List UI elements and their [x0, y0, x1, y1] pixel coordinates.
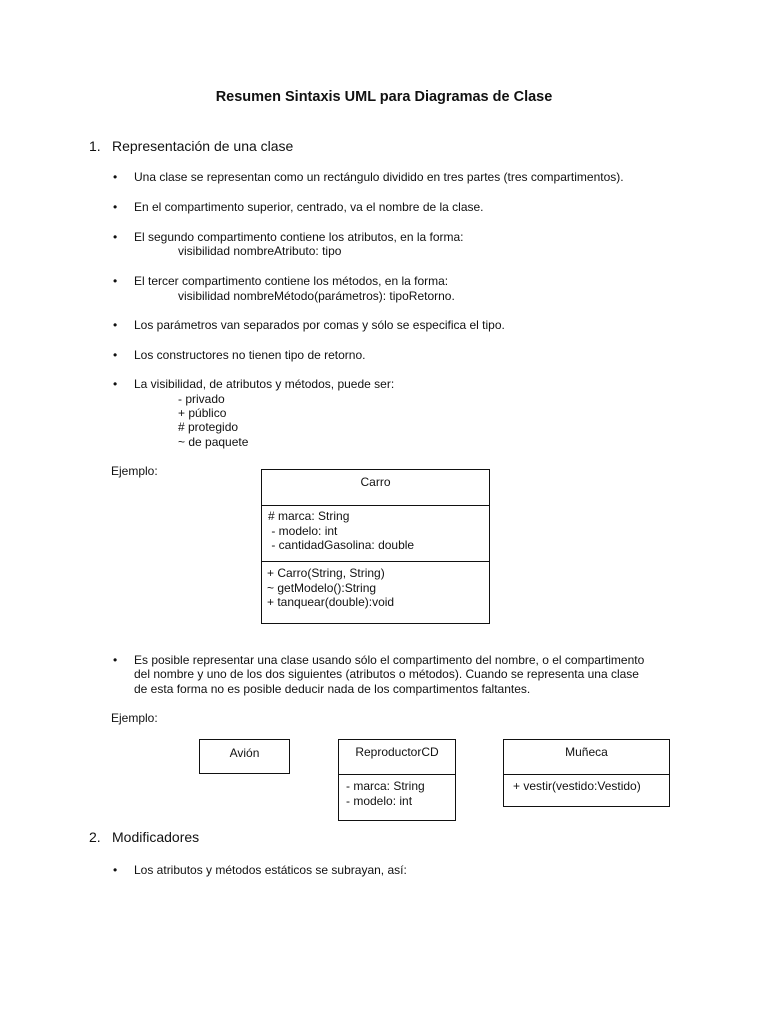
uml-class-reproductorcd — [338, 739, 456, 821]
bullet-text: La visibilidad, de atributos y métodos, puede ser: — [134, 377, 395, 391]
example-label: Ejemplo: — [111, 711, 158, 725]
attributes-compartment — [339, 775, 455, 808]
visibility-package: ~ de paquete — [178, 435, 249, 449]
uml-class-carro — [261, 469, 490, 624]
method: + vestir(vestido:Vestido) — [513, 779, 641, 793]
class-name: ReproductorCD — [339, 740, 455, 775]
bullet-icon: • — [113, 274, 118, 288]
bullet-text: El tercer compartimento contiene los métodos, en la forma: — [134, 274, 449, 288]
visibility-protected: # protegido — [178, 420, 239, 434]
bullet-icon: • — [113, 863, 118, 877]
page-title: Resumen Sintaxis UML para Diagramas de Clase — [215, 89, 553, 105]
bullet-text: Es posible representar una clase usando sólo el compartimento del nombre, o el compartimento — [134, 653, 645, 667]
method: + Carro(String, String) — [267, 566, 385, 580]
attribute: - marca: String — [346, 779, 425, 793]
uml-class-avion — [199, 739, 290, 774]
bullet-icon: • — [113, 653, 118, 667]
bullet-text: Los atributos y métodos estáticos se subrayan, así: — [134, 863, 407, 877]
class-name: Muñeca — [504, 740, 669, 775]
class-name: Carro — [262, 470, 489, 506]
syntax-form: visibilidad nombreAtributo: tipo — [178, 244, 342, 258]
visibility-public: + público — [178, 406, 227, 420]
section-number: 2. — [89, 829, 101, 845]
attribute: - modelo: int — [346, 793, 413, 808]
methods-compartment — [262, 562, 489, 610]
attribute: # marca: String — [268, 509, 350, 523]
attributes-compartment — [262, 506, 489, 562]
bullet-text: de esta forma no es posible deducir nada de los compartimentos faltantes. — [134, 682, 531, 696]
bullet-text: Una clase se representan como un rectángulo dividido en tres partes (tres compartimentos). — [134, 170, 624, 184]
bullet-text: del nombre y uno de los dos siguientes (atributos o métodos). Cuando se representa una clase — [134, 667, 639, 681]
syntax-form: visibilidad nombreMétodo(parámetros): tipoRetorno. — [178, 289, 455, 303]
bullet-icon: • — [113, 200, 118, 214]
section-number: 1. — [89, 138, 101, 154]
bullet-icon: • — [113, 348, 118, 362]
method: ~ getModelo():String — [267, 580, 377, 595]
attribute: - cantidadGasolina: double — [268, 538, 415, 552]
section-title: Representación de una clase — [112, 138, 294, 154]
bullet-icon: • — [113, 230, 118, 244]
visibility-private: - privado — [178, 392, 225, 406]
bullet-icon: • — [113, 170, 118, 184]
methods-compartment — [504, 775, 669, 794]
example-label: Ejemplo: — [111, 464, 158, 478]
attribute: - modelo: int — [268, 523, 338, 538]
method: + tanquear(double):void — [267, 595, 395, 609]
bullet-text: En el compartimento superior, centrado, va el nombre de la clase. — [134, 200, 484, 214]
section-title: Modificadores — [112, 829, 200, 845]
bullet-text: Los constructores no tienen tipo de retorno. — [134, 348, 366, 362]
uml-class-muneca — [503, 739, 670, 807]
bullet-icon: • — [113, 318, 118, 332]
bullet-icon: • — [113, 377, 118, 391]
class-name: Avión — [229, 746, 260, 760]
bullet-text: El segundo compartimento contiene los atributos, en la forma: — [134, 230, 464, 244]
bullet-text: Los parámetros van separados por comas y sólo se especifica el tipo. — [134, 318, 505, 332]
